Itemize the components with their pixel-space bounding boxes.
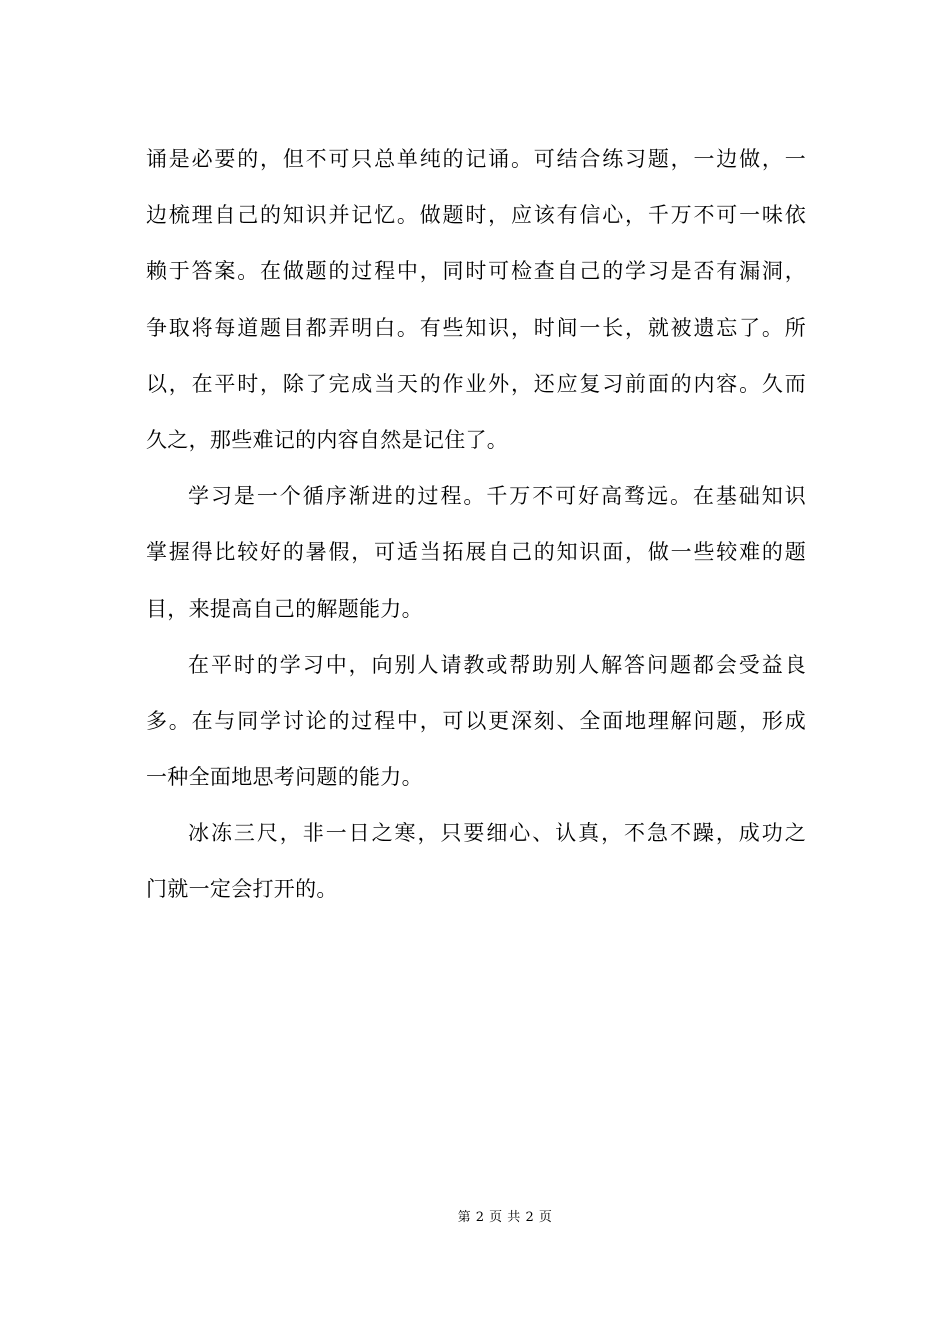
text-line: 以，在平时，除了完成当天的作业外，还应复习前面的内容。久而 (146, 371, 806, 396)
text-line: 一种全面地思考问题的能力。 (146, 765, 423, 790)
text-line: 久之，那些难记的内容自然是记住了。 (146, 427, 509, 452)
text-line: 争取将每道题目都弄明白。有些知识，时间一长，就被遗忘了。所 (146, 315, 806, 340)
page-number-label: 第 2 页 共 2 页 (457, 1210, 553, 1225)
text-line: 学习是一个循序渐进的过程。千万不可好高骛远。在基础知识 (188, 484, 806, 509)
text-line: 边梳理自己的知识并记忆。做题时，应该有信心，千万不可一味依 (146, 203, 806, 228)
page-footer (0, 1206, 950, 1225)
text-line: 门就一定会打开的。 (146, 877, 338, 902)
text-line: 目，来提高自己的解题能力。 (146, 596, 423, 621)
text-line: 在平时的学习中，向别人请教或帮助别人解答问题都会受益良 (188, 652, 806, 677)
text-line: 赖于答案。在做题的过程中，同时可检查自己的学习是否有漏洞， (146, 259, 806, 284)
text-line: 冰冻三尺，非一日之寒，只要细心、认真，不急不躁，成功之 (188, 821, 806, 846)
text-line: 掌握得比较好的暑假，可适当拓展自己的知识面，做一些较难的题 (146, 540, 806, 565)
text-line: 多。在与同学讨论的过程中，可以更深刻、全面地理解问题，形成 (146, 708, 806, 733)
text-line: 诵是必要的，但不可只总单纯的记诵。可结合练习题，一边做，一 (146, 147, 806, 171)
document-body (146, 131, 806, 918)
